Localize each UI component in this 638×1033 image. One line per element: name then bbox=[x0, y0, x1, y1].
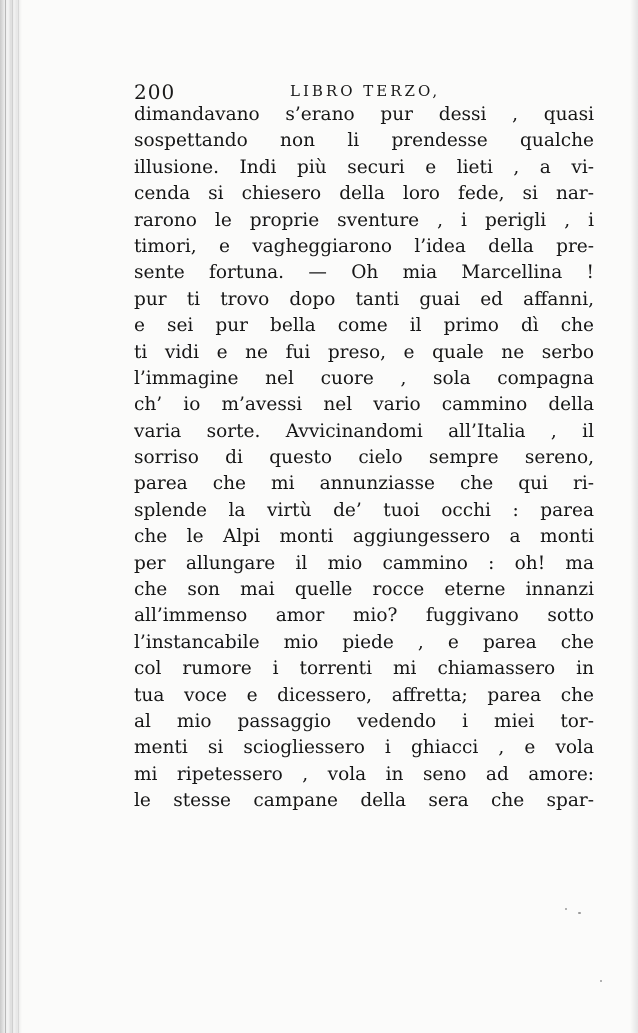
text-line: per allungare il mio cammino : oh! ma bbox=[134, 552, 594, 574]
text-line: timori, e vagheggiarono l’idea della pre- bbox=[134, 235, 594, 257]
binding-line bbox=[12, 0, 13, 1033]
text-line: pur ti trovo dopo tanti guai ed affanni, bbox=[134, 288, 594, 310]
binding-line bbox=[5, 0, 6, 1033]
text-line: sospettando non li prendesse qualche bbox=[134, 130, 594, 152]
text-line: che le Alpi monti aggiungessero a monti bbox=[134, 526, 594, 548]
text-line: che son mai quelle rocce eterne innanzi bbox=[134, 579, 594, 601]
text-line: all’immenso amor mio? fuggivano sotto bbox=[134, 605, 594, 627]
text-line: sorriso di questo cielo sempre sereno, bbox=[134, 447, 594, 469]
text-line: le stesse campane della sera che spar- bbox=[134, 790, 594, 812]
text-line: sente fortuna. — Oh mia Marcellina ! bbox=[134, 262, 594, 284]
paper-speck bbox=[578, 912, 581, 914]
text-line: splende la virtù de’ tuoi occhi : parea bbox=[134, 499, 594, 521]
running-head: LIBRO TERZO, bbox=[290, 82, 441, 100]
text-line: varia sorte. Avvicinandomi all’Italia , il bbox=[134, 420, 594, 442]
text-line: menti si sciogliessero i ghiacci , e vola bbox=[134, 737, 594, 759]
text-line: tua voce e dicessero, affretta; parea che bbox=[134, 684, 594, 706]
text-line: parea che mi annunziasse che qui ri- bbox=[134, 473, 594, 495]
text-line: cenda si chiesero della loro fede, si nar- bbox=[134, 183, 594, 205]
text-line: ch’ io m’avessi nel vario cammino della bbox=[134, 394, 594, 416]
text-line: e sei pur bella come il primo dì che bbox=[134, 315, 594, 337]
binding-line bbox=[18, 0, 19, 1033]
text-line: l’instancabile mio piede , e parea che bbox=[134, 631, 594, 653]
text-line: ti vidi e ne fui preso, e quale ne serbo bbox=[134, 341, 594, 363]
text-line: col rumore i torrenti mi chiamassero in bbox=[134, 658, 594, 680]
page-right-edge bbox=[630, 0, 638, 1033]
paper-speck bbox=[600, 980, 602, 982]
text-line: rarono le proprie sventure , i perigli , i bbox=[134, 209, 594, 231]
paper-speck bbox=[565, 908, 567, 910]
page-number: 200 bbox=[134, 80, 176, 104]
text-line: al mio passaggio vedendo i miei tor- bbox=[134, 710, 594, 732]
body-text bbox=[134, 102, 594, 815]
text-line: mi ripetessero , vola in seno ad amore: bbox=[134, 763, 594, 785]
text-line: illusione. Indi più securi e lieti , a vi- bbox=[134, 156, 594, 178]
text-line: dimandavano s’erano pur dessi , quasi bbox=[134, 104, 594, 125]
text-line: l’immagine nel cuore , sola compagna bbox=[134, 367, 594, 389]
